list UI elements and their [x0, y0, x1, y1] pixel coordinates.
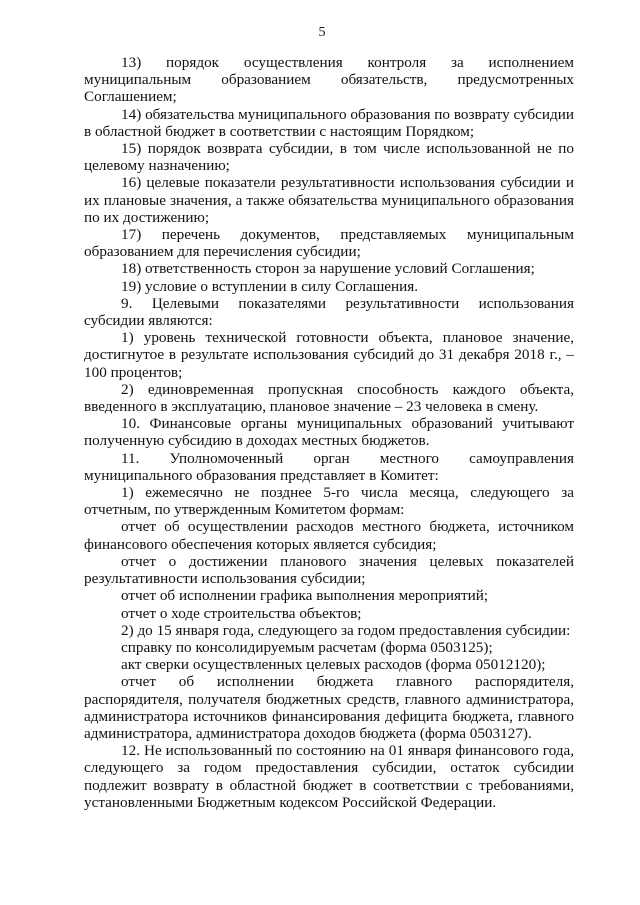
paragraph: 2) единовременная пропускная способность каждого объекта, введенного в эксплуатацию, плановое значение – 23 человека в смену. [84, 380, 574, 416]
paragraph: отчет об исполнении графика выполнения мероприятий; [121, 587, 489, 605]
paragraph: отчет об исполнении бюджета главного распорядителя, распорядителя, получателя бюджетных средств, главного администратора, администратора источников финансирования дефицита бюджета, главного администратора, администратора доходов бюджета (форма 0503127). [84, 673, 574, 742]
paragraph: 18) ответственность сторон за нарушение условий Соглашения; [121, 260, 535, 278]
paragraph: 9. Целевыми показателями результативности использования субсидии являются: [84, 294, 574, 330]
paragraph: 1) ежемесячно не позднее 5-го числа месяца, следующего за отчетным, по утвержденным Комитетом формам: [84, 484, 574, 519]
paragraph: отчет об осуществлении расходов местного бюджета, источником финансового обеспечения которых является субсидия; [84, 518, 574, 553]
paragraph: 14) обязательства муниципального образования по возврату субсидии в областной бюджет в соответствии с настоящим Порядком; [84, 105, 574, 140]
paragraph: 16) целевые показатели результативности использования субсидии и их плановые значения, а также обязательства муниципального образования по их достижению; [84, 174, 574, 226]
paragraph: отчет о ходе строительства объектов; [121, 604, 362, 622]
page-number: 5 [318, 25, 326, 40]
paragraph: 15) порядок возврата субсидии, в том числе использованной не по целевому назначению; [84, 140, 574, 175]
paragraph: справку по консолидируемым расчетам (форма 0503125); [121, 638, 493, 656]
paragraph: акт сверки осуществленных целевых расходов (форма 05012120); [121, 656, 546, 674]
paragraph: 17) перечень документов, представляемых муниципальным образованием для перечисления субсидии; [84, 226, 574, 261]
paragraph: отчет о достижении планового значения целевых показателей результативности использования субсидии; [84, 552, 574, 588]
paragraph: 13) порядок осуществления контроля за исполнением муниципальным образованием обязательств, предусмотренных Соглашением; [84, 54, 574, 106]
paragraph: 11. Уполномоченный орган местного самоуправления муниципального образования представляет в Комитет: [84, 449, 574, 484]
document-page [84, 24, 574, 811]
paragraph: 10. Финансовые органы муниципальных образований учитывают полученную субсидию в доходах местных бюджетов. [84, 415, 574, 450]
paragraph: 1) уровень технической готовности объекта, плановое значение, достигнутое в результате использования субсидий до 31 декабря 2018 г., – 100 процентов; [84, 329, 574, 381]
paragraph: 12. Не использованный по состоянию на 01 января финансового года, следующего за годом предоставления субсидии, остаток субсидии подлежит возврату в областной бюджет в соответствии с требованиями, установленными Бюджетным кодексом Российской Федерации. [84, 742, 574, 811]
paragraph: 19) условие о вступлении в силу Соглашения. [121, 277, 419, 295]
paragraph: 2) до 15 января года, следующего за годом предоставления субсидии: [121, 621, 571, 639]
document-body [84, 54, 574, 811]
